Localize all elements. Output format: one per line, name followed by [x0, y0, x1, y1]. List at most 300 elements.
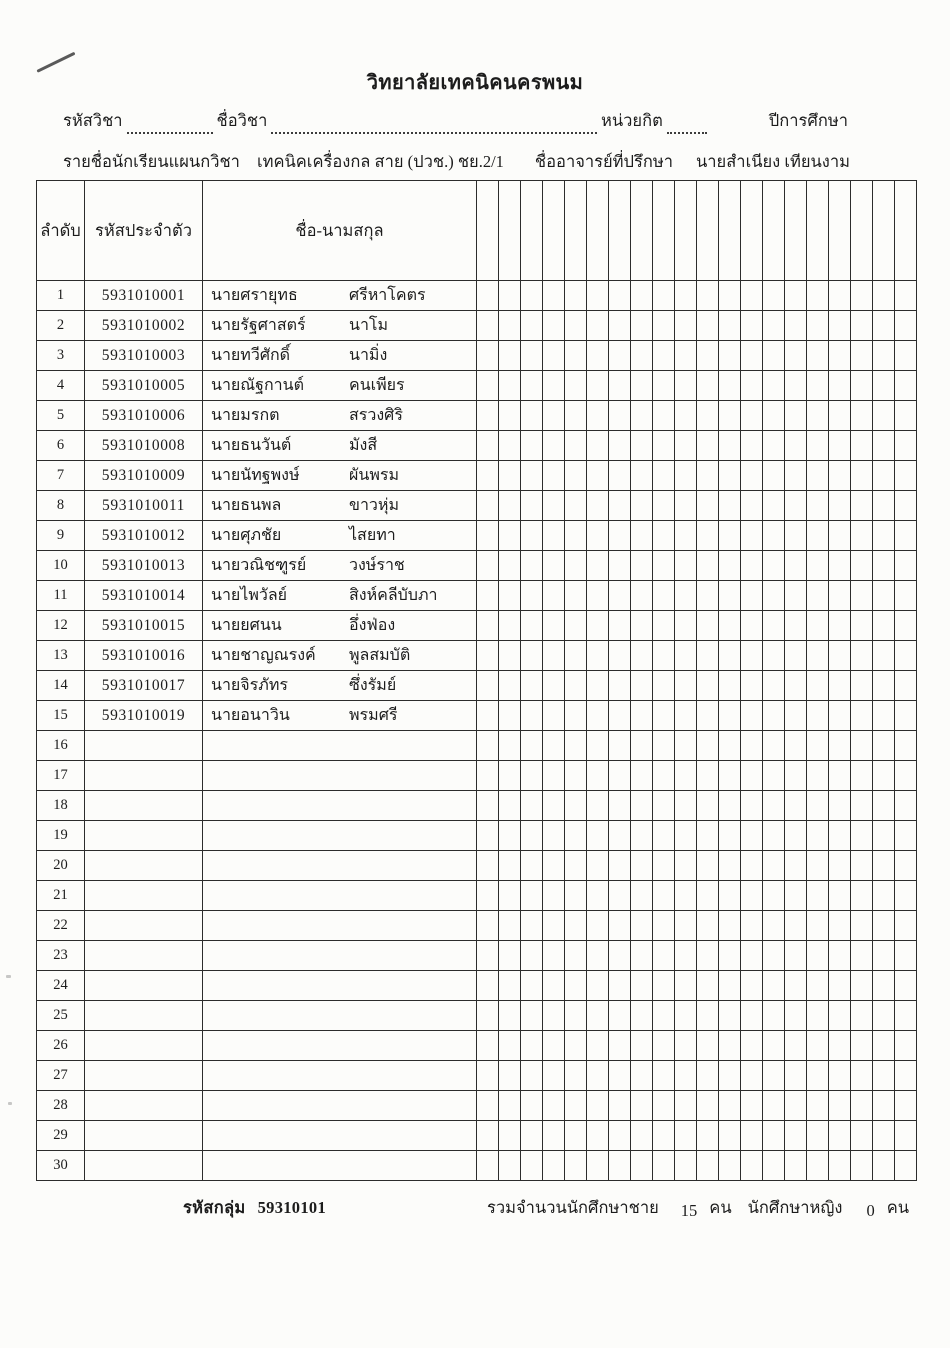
student-id: 5931010003 — [85, 341, 203, 371]
mark-cell — [631, 791, 653, 821]
mark-cell — [719, 761, 741, 791]
mark-cell — [763, 791, 785, 821]
mark-cell — [873, 881, 895, 911]
group-code-line — [183, 1195, 326, 1221]
mark-cell — [499, 1031, 521, 1061]
mark-cell — [741, 521, 763, 551]
mark-cell — [763, 731, 785, 761]
mark-cell — [785, 491, 807, 521]
mark-cell — [697, 311, 719, 341]
mark-cell — [631, 401, 653, 431]
mark-cell — [851, 671, 873, 701]
mark-cell — [873, 671, 895, 701]
mark-cell — [565, 1061, 587, 1091]
mark-cell — [543, 1151, 565, 1181]
mark-cell — [741, 941, 763, 971]
credit-blank — [667, 117, 707, 134]
mark-cell — [477, 821, 499, 851]
mark-cell — [873, 611, 895, 641]
student-name-cell — [203, 1031, 477, 1061]
mark-cell — [807, 1121, 829, 1151]
mark-cell — [653, 851, 675, 881]
mark-cell — [807, 641, 829, 671]
last-name: สิงห์คลีบับภา — [349, 587, 438, 604]
mark-cell — [873, 941, 895, 971]
mark-cell — [829, 281, 851, 311]
student-id — [85, 1091, 203, 1121]
mark-cell — [763, 1151, 785, 1181]
mark-cell — [675, 641, 697, 671]
student-id: 5931010015 — [85, 611, 203, 641]
mark-cell — [807, 341, 829, 371]
mark-cell — [609, 641, 631, 671]
mark-cell — [521, 281, 543, 311]
mark-cell — [719, 1121, 741, 1151]
mark-cell — [565, 581, 587, 611]
mark-cell — [565, 1151, 587, 1181]
mark-cell — [763, 1121, 785, 1151]
mark-cell — [543, 1091, 565, 1121]
mark-cell — [521, 401, 543, 431]
student-name-cell — [203, 1091, 477, 1121]
mark-cell — [499, 581, 521, 611]
mark-cell — [631, 491, 653, 521]
mark-cell — [653, 761, 675, 791]
row-number: 10 — [37, 551, 85, 581]
mark-cell — [851, 641, 873, 671]
mark-cell — [587, 1001, 609, 1031]
mark-cell — [631, 1151, 653, 1181]
mark-cell — [895, 821, 917, 851]
page-title: วิทยาลัยเทคนิคนครพนม — [366, 72, 584, 94]
mark-cell — [521, 851, 543, 881]
first-name: นายไพวัลย์ — [211, 587, 288, 604]
mark-cell — [785, 1001, 807, 1031]
mark-column-header — [631, 181, 653, 281]
mark-cell — [653, 911, 675, 941]
mark-cell — [873, 1061, 895, 1091]
row-number: 19 — [37, 821, 85, 851]
mark-cell — [829, 461, 851, 491]
mark-cell — [785, 851, 807, 881]
mark-cell — [609, 611, 631, 641]
row-number: 13 — [37, 641, 85, 671]
mark-cell — [763, 311, 785, 341]
group-code-value: 59310101 — [257, 1198, 326, 1217]
mark-cell — [741, 491, 763, 521]
student-name-cell — [203, 1121, 477, 1151]
student-row — [37, 791, 917, 821]
mark-cell — [719, 491, 741, 521]
student-row — [37, 671, 917, 701]
mark-cell — [609, 1001, 631, 1031]
mark-cell — [565, 341, 587, 371]
mark-cell — [675, 1031, 697, 1061]
mark-cell — [807, 431, 829, 461]
mark-cell — [675, 431, 697, 461]
student-id: 5931010017 — [85, 671, 203, 701]
mark-cell — [609, 341, 631, 371]
mark-cell — [785, 461, 807, 491]
student-id: 5931010012 — [85, 521, 203, 551]
mark-cell — [631, 431, 653, 461]
mark-cell — [741, 431, 763, 461]
mark-cell — [653, 821, 675, 851]
mark-cell — [763, 821, 785, 851]
student-table-body — [37, 281, 917, 1181]
mark-cell — [675, 341, 697, 371]
mark-cell — [741, 611, 763, 641]
mark-cell — [741, 791, 763, 821]
mark-cell — [565, 521, 587, 551]
mark-cell — [719, 551, 741, 581]
mark-cell — [719, 521, 741, 551]
mark-cell — [521, 461, 543, 491]
mark-cell — [543, 1121, 565, 1151]
mark-cell — [807, 581, 829, 611]
mark-cell — [675, 491, 697, 521]
mark-column-header — [829, 181, 851, 281]
mark-cell — [631, 551, 653, 581]
mark-cell — [477, 371, 499, 401]
mark-cell — [653, 1121, 675, 1151]
row-number: 20 — [37, 851, 85, 881]
mark-cell — [851, 461, 873, 491]
mark-cell — [499, 281, 521, 311]
mark-cell — [807, 461, 829, 491]
mark-cell — [565, 401, 587, 431]
mark-cell — [653, 341, 675, 371]
mark-cell — [587, 521, 609, 551]
mark-cell — [499, 1091, 521, 1121]
mark-cell — [477, 341, 499, 371]
mark-cell — [521, 941, 543, 971]
mark-cell — [543, 791, 565, 821]
last-name: อึ่งฟ่อง — [349, 617, 396, 634]
mark-cell — [895, 551, 917, 581]
mark-cell — [829, 791, 851, 821]
mark-cell — [763, 881, 785, 911]
student-name-cell — [203, 761, 477, 791]
female-count-unit: คน — [886, 1198, 910, 1217]
mark-cell — [697, 1121, 719, 1151]
mark-cell — [675, 1061, 697, 1091]
mark-cell — [851, 1121, 873, 1151]
mark-cell — [653, 641, 675, 671]
mark-column-header — [719, 181, 741, 281]
mark-cell — [631, 761, 653, 791]
row-number: 9 — [37, 521, 85, 551]
student-row — [37, 401, 917, 431]
mark-cell — [543, 641, 565, 671]
mark-cell — [543, 941, 565, 971]
row-number: 4 — [37, 371, 85, 401]
mark-cell — [719, 1091, 741, 1121]
mark-cell — [741, 701, 763, 731]
mark-cell — [719, 1031, 741, 1061]
mark-cell — [499, 1061, 521, 1091]
female-count-value: 0 — [866, 1201, 875, 1220]
mark-cell — [587, 791, 609, 821]
last-name: สรวงศิริ — [349, 407, 403, 424]
mark-cell — [587, 431, 609, 461]
mark-cell — [741, 341, 763, 371]
mark-cell — [807, 521, 829, 551]
mark-cell — [521, 1121, 543, 1151]
mark-cell — [477, 1001, 499, 1031]
mark-cell — [829, 1031, 851, 1061]
student-id: 5931010014 — [85, 581, 203, 611]
student-name-cell — [203, 701, 477, 731]
student-row — [37, 341, 917, 371]
mark-cell — [873, 311, 895, 341]
mark-cell — [763, 551, 785, 581]
mark-cell — [719, 611, 741, 641]
student-row — [37, 1061, 917, 1091]
mark-cell — [895, 851, 917, 881]
row-number: 22 — [37, 911, 85, 941]
mark-cell — [829, 1091, 851, 1121]
mark-cell — [609, 521, 631, 551]
mark-cell — [851, 821, 873, 851]
mark-cell — [785, 941, 807, 971]
mark-cell — [873, 491, 895, 521]
mark-cell — [741, 1001, 763, 1031]
mark-cell — [763, 461, 785, 491]
mark-cell — [543, 341, 565, 371]
mark-cell — [851, 431, 873, 461]
mark-cell — [477, 1151, 499, 1181]
last-name: ขาวหุ่ม — [349, 497, 399, 514]
mark-cell — [565, 731, 587, 761]
mark-cell — [697, 581, 719, 611]
mark-cell — [829, 731, 851, 761]
mark-cell — [895, 281, 917, 311]
mark-cell — [587, 851, 609, 881]
mark-cell — [697, 971, 719, 1001]
mark-cell — [873, 1121, 895, 1151]
mark-cell — [653, 1001, 675, 1031]
mark-cell — [851, 911, 873, 941]
mark-cell — [763, 1001, 785, 1031]
mark-cell — [895, 881, 917, 911]
row-number: 30 — [37, 1151, 85, 1181]
student-id — [85, 791, 203, 821]
mark-cell — [521, 701, 543, 731]
mark-cell — [851, 551, 873, 581]
department-value: เทคนิคเครื่องกล สาย (ปวช.) ชย.2/1 — [256, 152, 504, 171]
row-number: 14 — [37, 671, 85, 701]
mark-cell — [543, 971, 565, 1001]
mark-cell — [719, 431, 741, 461]
mark-cell — [499, 791, 521, 821]
mark-cell — [477, 881, 499, 911]
mark-cell — [609, 281, 631, 311]
mark-cell — [697, 1001, 719, 1031]
mark-cell — [719, 821, 741, 851]
mark-cell — [477, 611, 499, 641]
mark-cell — [873, 641, 895, 671]
mark-cell — [873, 1001, 895, 1031]
mark-cell — [829, 911, 851, 941]
mark-cell — [543, 281, 565, 311]
mark-cell — [631, 611, 653, 641]
mark-cell — [565, 1091, 587, 1121]
mark-cell — [565, 611, 587, 641]
mark-cell — [521, 971, 543, 1001]
student-name-cell — [203, 611, 477, 641]
student-name-cell — [203, 341, 477, 371]
mark-cell — [719, 791, 741, 821]
student-row — [37, 611, 917, 641]
mark-cell — [499, 461, 521, 491]
mark-cell — [895, 401, 917, 431]
mark-cell — [543, 671, 565, 701]
mark-column-header — [785, 181, 807, 281]
mark-cell — [477, 581, 499, 611]
mark-cell — [521, 431, 543, 461]
mark-cell — [763, 521, 785, 551]
male-count-value: 15 — [680, 1201, 698, 1220]
mark-cell — [895, 701, 917, 731]
mark-cell — [675, 731, 697, 761]
mark-cell — [499, 701, 521, 731]
mark-cell — [499, 401, 521, 431]
mark-cell — [477, 551, 499, 581]
mark-cell — [565, 701, 587, 731]
mark-cell — [499, 341, 521, 371]
mark-cell — [631, 1001, 653, 1031]
advisor-name: นายสำเนียง เทียนงาม — [696, 152, 850, 171]
mark-cell — [675, 671, 697, 701]
mark-cell — [873, 761, 895, 791]
mark-cell — [895, 431, 917, 461]
mark-cell — [697, 341, 719, 371]
mark-cell — [829, 371, 851, 401]
mark-cell — [587, 611, 609, 641]
mark-cell — [543, 581, 565, 611]
mark-cell — [631, 1061, 653, 1091]
mark-cell — [785, 671, 807, 701]
mark-cell — [675, 461, 697, 491]
mark-cell — [543, 431, 565, 461]
mark-cell — [829, 851, 851, 881]
student-name-cell — [203, 791, 477, 821]
first-name: นายศุภชัย — [211, 527, 282, 544]
mark-cell — [653, 1031, 675, 1061]
mark-cell — [477, 431, 499, 461]
mark-cell — [631, 881, 653, 911]
student-row — [37, 641, 917, 671]
student-roster-table — [36, 180, 917, 1181]
mark-cell — [829, 941, 851, 971]
student-id — [85, 1001, 203, 1031]
student-row — [37, 881, 917, 911]
mark-cell — [807, 671, 829, 701]
last-name: คนเพียร — [349, 377, 405, 394]
row-number: 17 — [37, 761, 85, 791]
mark-cell — [697, 701, 719, 731]
mark-cell — [675, 881, 697, 911]
mark-cell — [587, 911, 609, 941]
mark-cell — [851, 581, 873, 611]
mark-cell — [763, 851, 785, 881]
table-header-row — [37, 181, 917, 281]
mark-cell — [895, 341, 917, 371]
mark-cell — [653, 581, 675, 611]
mark-cell — [499, 641, 521, 671]
mark-cell — [807, 551, 829, 581]
mark-cell — [829, 1121, 851, 1151]
student-row — [37, 1001, 917, 1031]
mark-cell — [741, 761, 763, 791]
mark-cell — [741, 461, 763, 491]
mark-cell — [829, 401, 851, 431]
mark-cell — [675, 821, 697, 851]
first-name: นายอนาวิน — [211, 707, 290, 724]
mark-cell — [565, 1001, 587, 1031]
mark-cell — [763, 1091, 785, 1121]
student-name-cell — [203, 581, 477, 611]
student-row — [37, 701, 917, 731]
mark-cell — [697, 941, 719, 971]
mark-cell — [829, 971, 851, 1001]
mark-cell — [521, 1151, 543, 1181]
mark-cell — [565, 791, 587, 821]
mark-cell — [477, 941, 499, 971]
mark-cell — [631, 821, 653, 851]
mark-cell — [741, 1151, 763, 1181]
mark-cell — [609, 881, 631, 911]
mark-cell — [851, 521, 873, 551]
mark-cell — [719, 881, 741, 911]
student-row — [37, 1031, 917, 1061]
mark-cell — [895, 1151, 917, 1181]
mark-cell — [807, 1151, 829, 1181]
mark-cell — [895, 791, 917, 821]
mark-cell — [763, 281, 785, 311]
mark-cell — [477, 671, 499, 701]
mark-cell — [609, 1091, 631, 1121]
student-id: 5931010006 — [85, 401, 203, 431]
mark-cell — [829, 431, 851, 461]
student-name-cell — [203, 461, 477, 491]
mark-cell — [873, 281, 895, 311]
mark-cell — [829, 821, 851, 851]
mark-cell — [763, 491, 785, 521]
mark-column-header — [499, 181, 521, 281]
row-number: 25 — [37, 1001, 85, 1031]
mark-cell — [565, 881, 587, 911]
mark-cell — [587, 761, 609, 791]
mark-cell — [807, 611, 829, 641]
mark-cell — [873, 731, 895, 761]
mark-cell — [499, 1151, 521, 1181]
mark-cell — [895, 1091, 917, 1121]
mark-cell — [719, 401, 741, 431]
mark-cell — [741, 731, 763, 761]
mark-cell — [653, 491, 675, 521]
mark-cell — [477, 731, 499, 761]
student-row — [37, 521, 917, 551]
last-name: พรมศรี — [349, 707, 398, 724]
student-name-cell — [203, 911, 477, 941]
mark-cell — [829, 881, 851, 911]
student-name-cell — [203, 281, 477, 311]
mark-cell — [697, 731, 719, 761]
mark-cell — [653, 431, 675, 461]
first-name: นายนัทฐพงษ์ — [211, 467, 300, 484]
